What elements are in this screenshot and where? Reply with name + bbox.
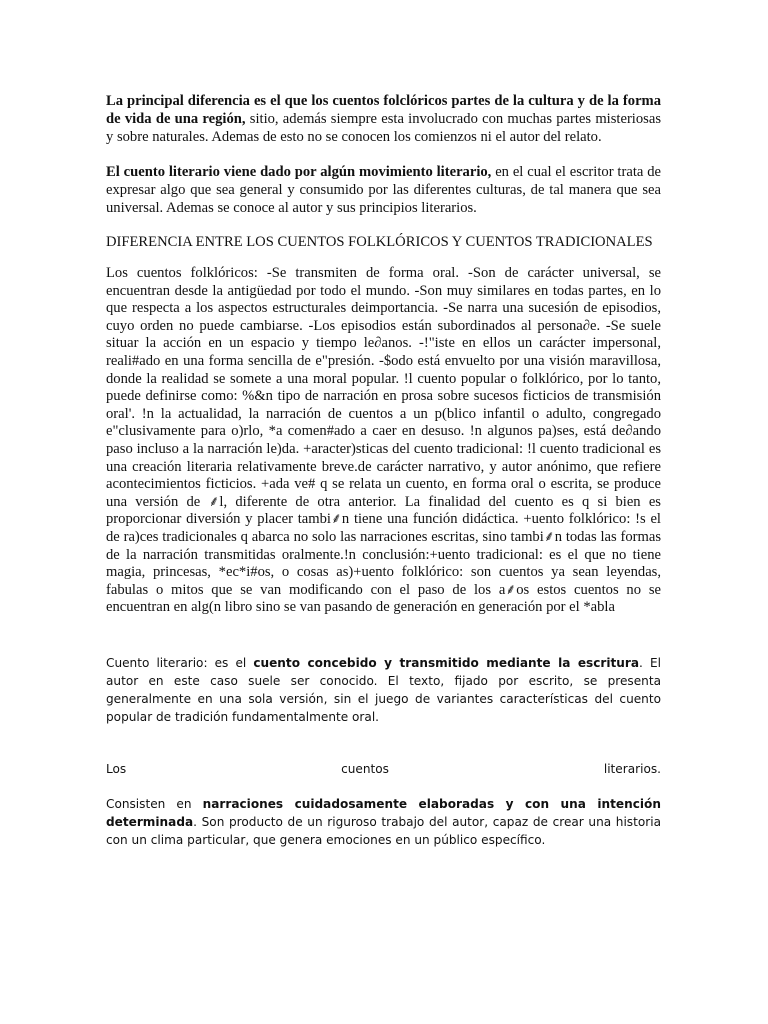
- bold-phrase: narraciones cuidadosamente elaboradas y con una intención determinada: [106, 796, 661, 829]
- paragraph-text: . El autor en este caso suele ser conocido. El texto, fijado por escrito, se presenta generalmente en una sola versión, sin el juego de variantes características del cuento popular de tradición fundamentalmente oral.: [106, 655, 661, 724]
- paragraph-text: en el cual el escritor trata de expresar algo que sea general y consumido por las diferentes culturas, de tal manera que sea universal. Ademas se conoce al autor y sus principios literarios.: [106, 164, 661, 216]
- paragraph-literary-narrations: [106, 795, 661, 849]
- section-heading: DIFERENCIA ENTRE LOS CUENTOS FOLKLÓRICOS Y CUENTOS TRADICIONALES: [106, 234, 653, 250]
- paragraph-text: Consisten en: [106, 796, 203, 811]
- word: cuentos: [341, 761, 389, 776]
- document-page: [106, 92, 661, 849]
- word: literarios.: [603, 761, 661, 776]
- paragraph-folk-difference: [106, 92, 661, 146]
- paragraph-literary-definition: [106, 654, 661, 726]
- paragraph-literary-tale: [106, 163, 661, 217]
- paragraph-folk-tales: Los cuentos folklóricos: -Se transmiten de forma oral. -Son de carácter universal, se encuentran desde la antigüedad por todo el mundo. -Son muy similares en todas partes, en lo que respecta a los aspectos estructurales deimportancia. -Se narra una sucesión de episodios, cuyo orden no puede cambiarse. -Los episodios están subordinados al persona∂e. -Se suele situar la acción en un espacio y tiempo le∂anos. -!"iste en ellos un carácter impersonal, reali#ado en una forma sencilla de e"presión. -$odo está envuelto por una visión maravillosa, donde la realidad se somete a una moral popular. !l cuento popular o folklórico, por lo tanto, puede definirse como: %&n tipo de narración en prosa sobre sucesos ficticios de transmisión oral'. !n la actualidad, la narración de cuentos a un p(blico infantil o adulto, congregado e"clusivamente para o)rlo, *a comen#ado a caer en desuso. !n algunos pa)ses, está de∂ando paso incluso a la narración le)da. +aracter)sticas del cuento tradicional: !l cuento tradicional es una creación literaria relativamente breve.de carácter narrativo, y autor anónimo, que refiere acontecimientos ficticios. +ada ve# q se relata un cuento, en forma oral o escrita, se produce una versión de ⸙l, diferente de otra anterior. La finalidad del cuento es q si bien es proporcionar diversión y placer tambi⸙n tiene una función didáctica. +uento folklórico: !s el de ra)ces tradicionales q abarca no solo las narraciones escritas, sino tambi⸙n todas las formas de la narración transmitidas oralmente.!n conclusión:+uento tradicional: es el que no tiene magia, princesas, *ec*i#os, o cosas as)+uento folklórico: son cuentos ya sean leyendas, fabulas o mitos que se van modificando con el paso de los a⸙os estos cuentos no se encuentran en alg(n libro sino se van pasando de generación en generación por el *abla: [106, 265, 661, 616]
- bold-lead: La principal diferencia es el que los cuentos folclóricos partes de la cultura y de la forma de vida de una región,: [106, 93, 661, 127]
- bold-lead: El cuento literario viene dado por algún movimiento literario,: [106, 164, 492, 180]
- paragraph-text: sitio, además siempre esta involucrado con muchas partes misteriosas y sobre naturales. Ademas de esto no se conocen los comienzos ni el autor del relato.: [106, 111, 661, 145]
- word: Los: [106, 761, 127, 776]
- justified-line: [106, 760, 661, 778]
- paragraph-text: Cuento literario: es el: [106, 655, 254, 670]
- paragraph-text: . Son producto de un riguroso trabajo del autor, capaz de crear una historia con un clima particular, que genera emociones en un público específico.: [106, 814, 661, 847]
- bold-phrase: cuento concebido y transmitido mediante la escritura: [253, 655, 640, 670]
